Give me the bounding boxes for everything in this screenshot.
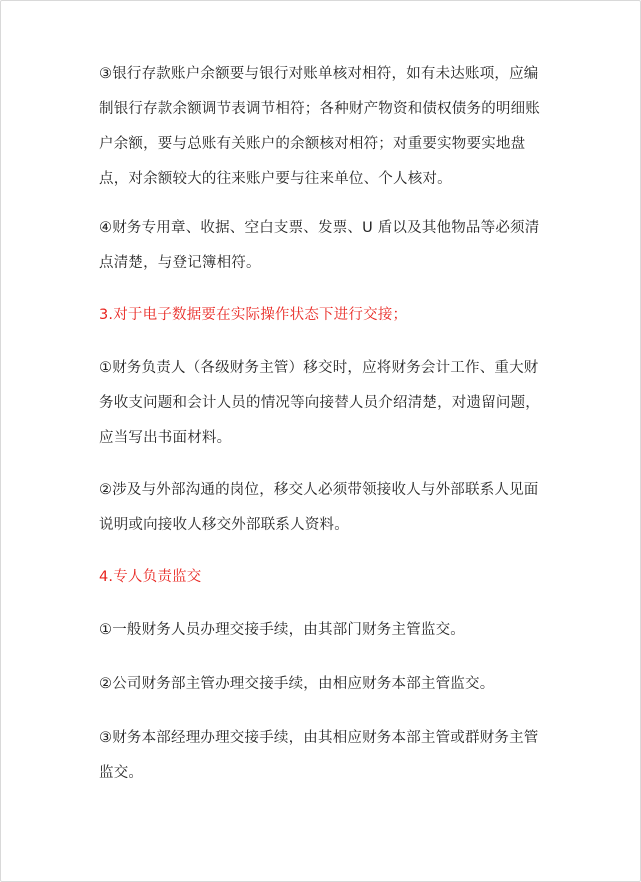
paragraph-manager-supervision: ③财务本部经理办理交接手续，由其相应财务本部主管或群财务主管监交。 [99, 730, 539, 781]
heading-supervision: 4.专人负责监交 [99, 569, 202, 585]
heading-electronic-data: 3.对于电子数据要在实际操作状态下进行交接； [99, 307, 408, 323]
paragraph-dept-head-supervision: ②公司财务部主管办理交接手续，由相应财务本部主管监交。 [99, 676, 495, 692]
paragraph-seals-and-items: ④财务专用章、收据、空白支票、发票、U 盾以及其他物品等必须清点清楚，与登记簿相符。 [99, 220, 540, 271]
paragraph-external-contact: ②涉及与外部沟通的岗位，移交人必须带领接收人与外部联系人见面说明或向接收人移交外部联系人资料。 [99, 482, 539, 533]
paragraph-general-staff-supervision: ①一般财务人员办理交接手续，由其部门财务主管监交。 [99, 622, 465, 638]
paragraph-bank-reconciliation: ③银行存款账户余额要与银行对账单核对相符，如有未达账项，应编制银行存款余额调节表调节相符；各种财产物资和债权债务的明细账户余额，要与总账有关账户的余额核对相符；对重要实物要实地盘点，对余额较大的往来账户要与往来单位、个人核对。 [99, 66, 540, 187]
paragraph-finance-head-handover: ①财务负责人（各级财务主管）移交时，应将财务会计工作、重大财务收支问题和会计人员的情况等向接替人员介绍清楚，对遗留问题，应当写出书面材料。 [99, 360, 540, 446]
